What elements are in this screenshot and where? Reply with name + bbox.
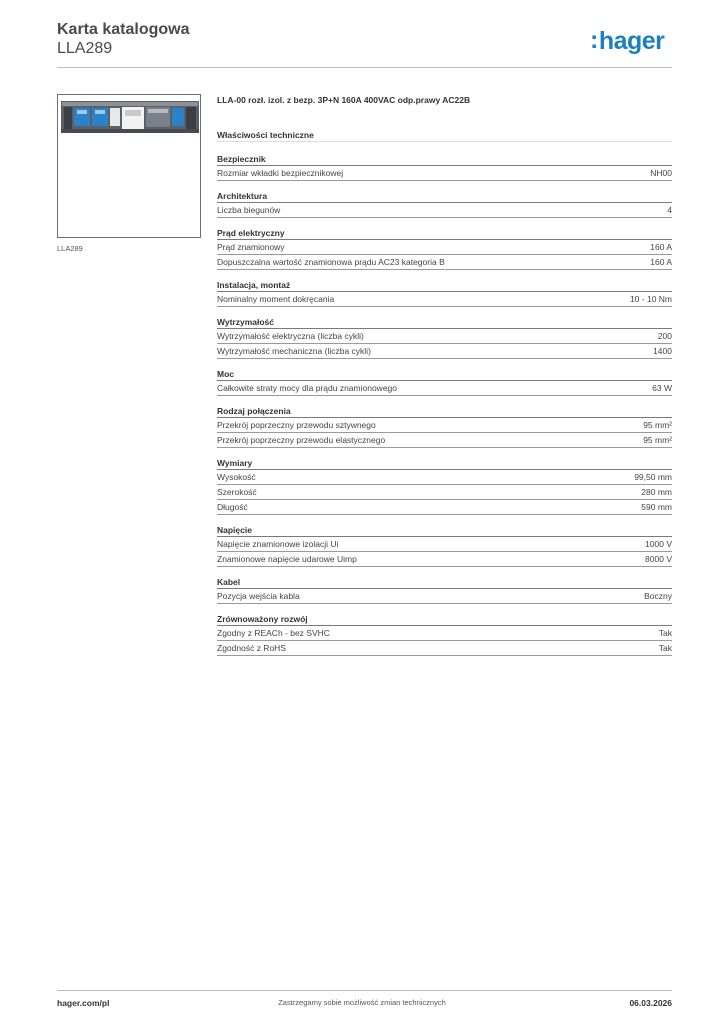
spec-value: Boczny bbox=[644, 591, 672, 601]
section-heading: Rodzaj połączenia bbox=[217, 405, 672, 418]
properties-heading: Właściwości techniczne bbox=[217, 129, 672, 142]
spec-label: Przekrój poprzeczny przewodu elastycznego bbox=[217, 435, 386, 445]
spec-row bbox=[217, 470, 672, 485]
spec-label: Zgodny z REACh - bez SVHC bbox=[217, 628, 330, 638]
spec-row bbox=[217, 485, 672, 500]
spec-label: Długość bbox=[217, 502, 248, 512]
spec-row bbox=[217, 552, 672, 567]
product-title: LLA-00 rozł. izol. z bezp. 3P+N 160A 400VAC odp.prawy AC22B bbox=[217, 95, 471, 105]
spec-label: Napięcie znamionowe izolacji Ui bbox=[217, 539, 339, 549]
spec-value: 63 W bbox=[652, 383, 672, 393]
spec-row bbox=[217, 500, 672, 515]
footer-website-link[interactable]: hager.com/pl bbox=[57, 998, 110, 1008]
spec-label: Nominalny moment dokręcania bbox=[217, 294, 335, 304]
spec-label: Szerokość bbox=[217, 487, 257, 497]
section-heading: Bezpiecznik bbox=[217, 153, 672, 166]
spec-sections bbox=[217, 153, 672, 656]
spec-value: 8000 V bbox=[645, 554, 672, 564]
spec-row bbox=[217, 381, 672, 396]
spec-row bbox=[217, 641, 672, 656]
spec-row bbox=[217, 589, 672, 604]
spec-value: 95 mm² bbox=[643, 435, 672, 445]
section-heading: Wymiary bbox=[217, 457, 672, 470]
spec-section bbox=[217, 405, 672, 448]
logo-text: hager bbox=[598, 27, 665, 55]
spec-label: Wysokość bbox=[217, 472, 256, 482]
spec-row bbox=[217, 433, 672, 448]
spec-label: Pozycja wejścia kabla bbox=[217, 591, 300, 601]
fuse-switch-illustration bbox=[58, 95, 202, 239]
spec-value: 160 A bbox=[650, 257, 672, 267]
spec-value: 95 mm² bbox=[643, 420, 672, 430]
spec-value: 280 mm bbox=[641, 487, 672, 497]
product-code: LLA289 bbox=[57, 40, 113, 57]
spec-value: NH00 bbox=[650, 168, 672, 178]
spec-label: Całkowite straty mocy dla prądu znamionowego bbox=[217, 383, 398, 393]
page-title: Karta katalogowa bbox=[57, 21, 190, 38]
section-heading: Moc bbox=[217, 368, 672, 381]
spec-section bbox=[217, 524, 672, 567]
section-heading: Prąd elektryczny bbox=[217, 227, 672, 240]
spec-row bbox=[217, 344, 672, 359]
footer-disclaimer: Zastrzegamy sobie możliwość zmian technicznych bbox=[278, 998, 446, 1007]
spec-row bbox=[217, 203, 672, 218]
spec-section bbox=[217, 457, 672, 515]
spec-label: Dopuszczalna wartość znamionowa prądu AC23 kategoria B bbox=[217, 257, 445, 267]
spec-value: 4 bbox=[667, 205, 672, 215]
spec-section bbox=[217, 576, 672, 604]
spec-row bbox=[217, 418, 672, 433]
logo-colon: : bbox=[590, 26, 598, 54]
spec-section bbox=[217, 190, 672, 218]
spec-row bbox=[217, 166, 672, 181]
spec-label: Znamionowe napięcie udarowe Uimp bbox=[217, 554, 357, 564]
spec-row bbox=[217, 255, 672, 270]
spec-label: Zgodność z RoHS bbox=[217, 643, 286, 653]
section-heading: Instalacja, montaż bbox=[217, 279, 672, 292]
spec-row bbox=[217, 292, 672, 307]
spec-label: Liczba biegunów bbox=[217, 205, 281, 215]
spec-label: Prąd znamionowy bbox=[217, 242, 285, 252]
spec-row bbox=[217, 626, 672, 641]
section-heading: Napięcie bbox=[217, 524, 672, 537]
spec-value: 590 mm bbox=[641, 502, 672, 512]
spec-section bbox=[217, 613, 672, 656]
header-divider bbox=[57, 67, 672, 68]
section-heading: Wytrzymałość bbox=[217, 316, 672, 329]
product-image bbox=[57, 94, 201, 238]
spec-row bbox=[217, 329, 672, 344]
spec-section bbox=[217, 227, 672, 270]
section-heading: Zrównoważony rozwój bbox=[217, 613, 672, 626]
spec-value: 1000 V bbox=[645, 539, 672, 549]
spec-section bbox=[217, 279, 672, 307]
spec-value: Tak bbox=[658, 628, 672, 638]
spec-value: Tak bbox=[658, 643, 672, 653]
section-heading: Kabel bbox=[217, 576, 672, 589]
image-caption: LLA289 bbox=[57, 244, 83, 253]
spec-row bbox=[217, 240, 672, 255]
footer-date: 06.03.2026 bbox=[629, 998, 672, 1008]
spec-value: 200 bbox=[657, 331, 672, 341]
spec-value: 160 A bbox=[650, 242, 672, 252]
spec-label: Rozmiar wkładki bezpiecznikowej bbox=[217, 168, 344, 178]
spec-section bbox=[217, 368, 672, 396]
spec-content bbox=[217, 94, 672, 665]
spec-row bbox=[217, 537, 672, 552]
spec-value: 10 - 10 Nm bbox=[629, 294, 672, 304]
spec-section bbox=[217, 316, 672, 359]
footer-divider bbox=[57, 990, 672, 991]
section-heading: Architektura bbox=[217, 190, 672, 203]
spec-label: Wytrzymałość mechaniczna (liczba cykli) bbox=[217, 346, 371, 356]
spec-label: Wytrzymałość elektryczna (liczba cykli) bbox=[217, 331, 364, 341]
spec-section bbox=[217, 153, 672, 181]
spec-label: Przekrój poprzeczny przewodu sztywnego bbox=[217, 420, 376, 430]
hager-logo[interactable] bbox=[590, 27, 664, 55]
spec-value: 1400 bbox=[653, 346, 672, 356]
spec-value: 99,50 mm bbox=[634, 472, 672, 482]
